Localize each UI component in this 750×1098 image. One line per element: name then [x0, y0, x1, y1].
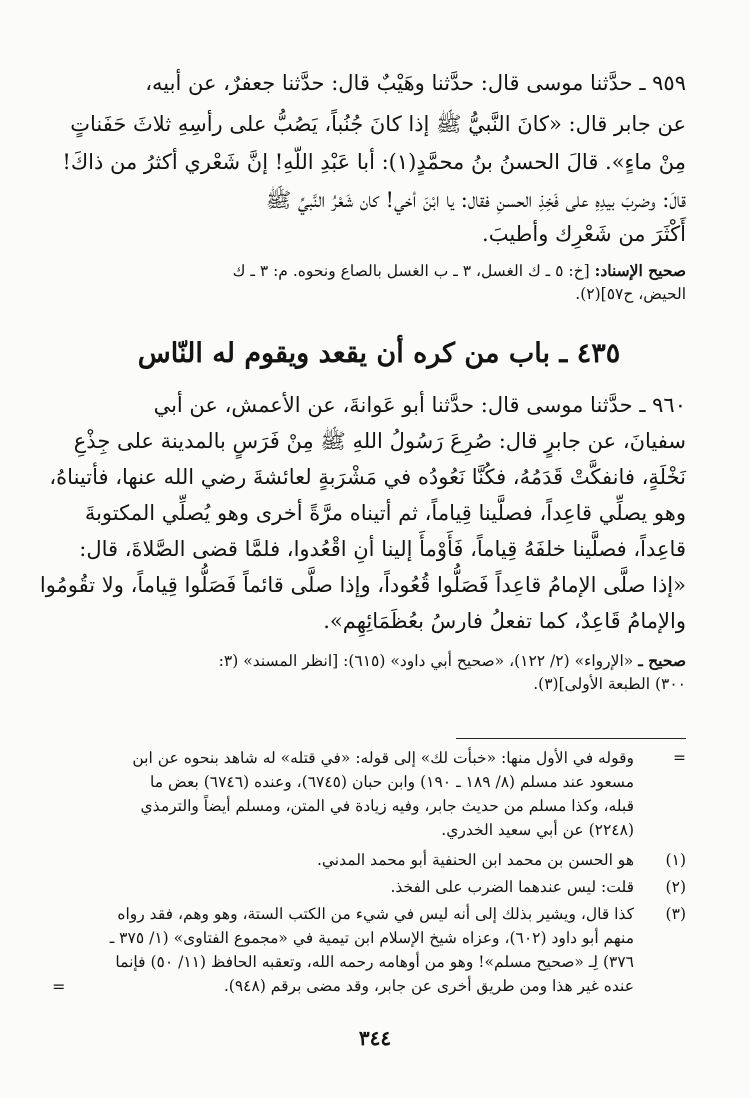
hadith-959-line-3: مِنْ ماءٍ». قالَ الحسنُ بنُ محمَّدٍ(١): أبا عَبْدِ اللّهِ! إنَّ شَعْري أكثرُ من ذاكَ!: [62, 150, 686, 174]
footnote-2-text: قلت: ليس عندهما الضرب على الفخذ.: [390, 878, 634, 896]
footnote-end-marker: =: [52, 977, 66, 996]
footnote-3-text-2: منهم أبو داود (٦٠٢)، وعزاه شيخ الإسلام ابن تيمية في «مجموع الفتاوى» (١/ ٣٧٥ ـ: [109, 929, 634, 947]
footnote-1-marker: (١): [665, 851, 686, 869]
footnote-continuation-text-4: (٢٢٤٨) عن أبي سعيد الخدري.: [441, 821, 634, 839]
hadith-960-line-2: سفيانَ، عن جابرٍ قال: صُرِعَ رَسُولُ اللهِ ﷺ مِنْ فَرَسٍ بالمدينة على جِذْعِ: [73, 429, 686, 453]
footnote-3-text-3: ٣٧٦) لِـ «صحيح مسلم»! وهو من أوهامه رحمه الله، وتعقبه الحافظ (١١/ ٥٠) فإنما: [115, 953, 634, 971]
footnote-1-text: هو الحسن بن محمد ابن الحنفية أبو محمد المدني.: [316, 851, 634, 869]
footnote-3-text-4: عنده غير هذا ومن طريق أخرى عن جابر، وقد مضى برقم (٩٤٨).: [223, 977, 634, 995]
isnad-grade-line-2: الحيض، ح٥٧](٢).: [575, 285, 686, 303]
grade-text-1: «الإرواء» (٢/ ١٢٢)، «صحيح أبي داود» (٦١٥): [انظر المسند» (٣:: [218, 652, 634, 670]
grade-label: صحيح ـ: [638, 651, 686, 670]
footnote-continuation-text-3: قبله، وكذا مسلم من حديث جابر، وفيه زيادة في المتن، ومسلم أيضاً والترمذي: [140, 797, 634, 815]
hadith-960-line-5: قاعِداً، فصلَّينا خلفَهُ قِياماً، فَأَوْمأَ إلينا أنِ اقْعُدوا، فلمَّا قضى الصَّلاةَ، قال:: [79, 537, 686, 561]
isnad-grade-label: صحيح الإسناد:: [594, 261, 686, 280]
hadith-960-line-7: والإمامُ قَاعِدٌ، كما تفعلُ فارسُ بعُظَمَائِهِم».: [323, 609, 686, 633]
hadith-959-line-4: قالَ: وضربَ بيدِهِ على فَخِذِ الحسنِ فقال: يا ابْنَ أخي! كان شَعْرُ النَّبيِّ ﷺ: [265, 188, 686, 212]
hadith-960-line-4: وهو يصلِّي قاعِداً، فصلَّينا قِياماً، ثم أتيناه مرَّةً أخرى وهو يُصلِّي المكتوبةَ: [84, 501, 686, 525]
hadith-959-line-1: ٩٥٩ ـ حدَّثنا موسى قال: حدَّثنا وهَيْبٌ قال: حدَّثنا جعفرٌ، عن أبيه،: [145, 71, 686, 95]
footnote-continuation-text-2: مسعود عند مسلم (٨/ ١٨٩ ـ ١٩٠) وابن حبان (٦٧٤٥)، وعنده (٦٧٤٦) بعض ما: [150, 773, 634, 791]
hadith-960-line-1: ٩٦٠ ـ حدَّثنا موسى قال: حدَّثنا أبو عَوانةَ، عن الأعمش، عن أبي: [153, 393, 686, 417]
hadith-960-line-3: نَخْلَةٍ، فانفكَّتْ قَدَمُهُ، فكُنَّا نَعُودُه في مَشْرَبةٍ لعائشةَ رضي الله عنها، فأتيناهُ،: [49, 465, 686, 489]
footnote-continuation-text-1: وقوله في الأول منها: «خبأت لك» إلى قوله: «في قتله» له شاهد بنحوه عن ابن: [132, 749, 634, 767]
footnote-2-marker: (٢): [665, 878, 686, 896]
footnote-continuation-marker: =: [673, 749, 686, 767]
hadith-959-line-5: أَكْثَرَ من شَعْرِك وأطيبَ.: [482, 222, 686, 246]
isnad-grade-text-1: [خ: ٥ ـ ك الغسل، ٣ ـ ب الغسل بالصاع ونحوه. م: ٣ ـ ك: [232, 262, 590, 280]
hadith-960-line-6: «إذا صلَّى الإمامُ قاعِداً فَصَلُّوا قُعُوداً، وإذا صلَّى قائماً فَصَلُّوا قِياماً، ولا تقُومُوا: [39, 573, 686, 597]
footnote-separator: [456, 738, 686, 739]
isnad-grade-line-1: [72, 260, 686, 282]
page-number: ٣٤٤: [358, 1026, 392, 1050]
chapter-title: ٤٣٥ ـ باب من كره أن يقعد ويقوم له النّاس: [137, 338, 621, 369]
footnote-3-text-1: كذا قال، ويشير بذلك إلى أنه ليس في شيء من الكتب الستة، وهو وهم، فقد رواه: [117, 905, 634, 923]
grade-line-2: ٣٠٠) الطبعة الأولى](٣).: [533, 675, 686, 693]
hadith-959-line-2: عن جابر قال: «كانَ النَّبيُّ ﷺ إذا كانَ جُنُباً، يَصُبُّ على رأسِهِ ثلاثَ حَفَناتٍ: [70, 112, 686, 136]
footnote-3-marker: (٣): [665, 905, 686, 923]
grade-line-1: [72, 650, 686, 672]
